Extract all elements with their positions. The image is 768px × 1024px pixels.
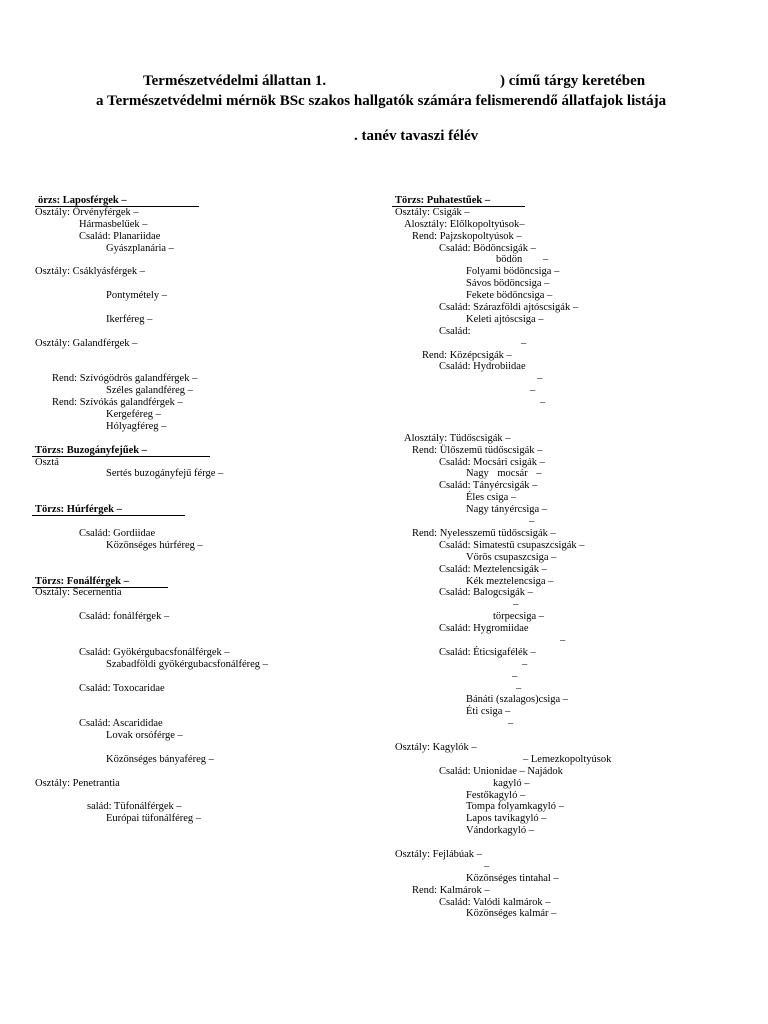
list-item-text: Sávos bödöncsiga –	[466, 278, 550, 290]
list-item-text: Osztály: Csigák –	[395, 206, 470, 218]
list-item	[395, 611, 725, 623]
list-item-text: Keleti ajtóscsiga –	[466, 313, 544, 325]
list-item	[395, 873, 725, 885]
list-item-text: Rend: Középcsigák –	[422, 349, 512, 361]
blank-line	[35, 766, 365, 778]
blank-line	[35, 302, 365, 314]
list-item	[395, 552, 725, 564]
list-item-text: Vándorkagyló –	[466, 825, 534, 837]
list-item	[395, 576, 725, 588]
blank-line	[35, 552, 365, 564]
list-item	[35, 718, 365, 730]
list-item	[395, 231, 725, 243]
list-item-text: Közönséges tintahal –	[466, 872, 559, 884]
list-item-text: Család: Tányércsigák –	[439, 480, 538, 492]
list-item	[395, 207, 725, 219]
list-item	[395, 564, 725, 576]
list-item-text: –	[537, 373, 543, 385]
list-item	[35, 421, 365, 433]
list-item-text: Osztá	[35, 456, 59, 468]
list-item-text: Család: Gyökérgubacsfonálférgek –	[79, 646, 230, 658]
title-line-1-left: Természetvédelmi állattan 1.	[143, 73, 327, 89]
section-heading-text: Törzs: Húrférgek –	[35, 504, 122, 516]
blank-line	[35, 599, 365, 611]
blank-line	[35, 492, 365, 504]
list-item-text: Család: fonálférgek –	[79, 611, 170, 623]
list-item	[395, 219, 725, 231]
list-item	[395, 694, 725, 706]
blank-line	[35, 671, 365, 683]
list-item	[395, 480, 725, 492]
list-item	[395, 683, 725, 695]
title-line-1-right: ) című tárgy keretében	[500, 73, 646, 89]
list-item-text: –	[530, 385, 536, 397]
list-item	[395, 445, 725, 457]
list-item	[395, 897, 725, 909]
list-item	[395, 290, 725, 302]
list-item-text: Festőkagyló –	[466, 789, 526, 801]
list-item-text: Család: Éticsigafélék –	[439, 646, 536, 658]
blank-line	[35, 742, 365, 754]
list-item	[35, 243, 365, 255]
list-item	[35, 587, 365, 599]
blank-line	[395, 837, 725, 849]
list-item	[395, 314, 725, 326]
list-item-text: Osztály: Secernentia	[35, 587, 122, 599]
list-item-text: Vörös csupaszcsiga –	[466, 551, 557, 563]
right-column-species-list	[395, 195, 725, 920]
list-item	[395, 671, 725, 683]
list-item	[35, 647, 365, 659]
list-item	[395, 385, 725, 397]
list-item-text: Kék meztelencsiga –	[466, 575, 554, 587]
list-item	[35, 683, 365, 695]
blank-line	[35, 254, 365, 266]
blank-line	[35, 326, 365, 338]
section-heading	[35, 195, 365, 207]
blank-line	[35, 694, 365, 706]
list-item	[395, 849, 725, 861]
list-item	[395, 528, 725, 540]
list-item-text: bödön –	[496, 254, 549, 266]
list-item-text: Tompa folyamkagyló –	[466, 801, 564, 813]
list-item	[395, 457, 725, 469]
list-item	[395, 599, 725, 611]
list-item-text: Osztály: Penetrantia	[35, 777, 120, 789]
list-item-text: Család: Valódi kalmárok –	[439, 896, 551, 908]
list-item-text: Kergeféreg –	[106, 409, 161, 421]
list-item	[35, 314, 365, 326]
list-item-text: Család: Hydrobiidae	[439, 361, 526, 373]
list-item	[395, 540, 725, 552]
list-item	[395, 766, 725, 778]
list-item	[395, 373, 725, 385]
list-item	[35, 219, 365, 231]
list-item	[395, 492, 725, 504]
list-item-text: Hármasbelűek –	[79, 218, 148, 230]
list-item	[395, 647, 725, 659]
list-item-text: kagyló –	[493, 777, 530, 789]
section-heading-text: Törzs: Fonálférgek –	[35, 575, 129, 587]
section-heading	[395, 195, 725, 207]
list-item	[35, 528, 365, 540]
blank-line	[35, 350, 365, 362]
list-item	[395, 706, 725, 718]
list-item	[395, 350, 725, 362]
list-item-text: Család: Unionidae – Najádok	[439, 765, 563, 777]
list-item-text: Szabadföldi gyökérgubacsfonálféreg –	[106, 658, 268, 670]
section-heading-text: Törzs: Puhatestűek –	[395, 195, 491, 206]
list-item-text: Család: Bödöncsigák –	[439, 242, 536, 254]
list-item-text: Család: Simatestű csupaszcsigák –	[439, 539, 585, 551]
list-item	[395, 635, 725, 647]
list-item-text: Osztály: Csáklyásférgek –	[35, 266, 146, 278]
list-item	[395, 254, 725, 266]
list-item	[35, 540, 365, 552]
list-item-text: Fekete bödöncsiga –	[466, 290, 553, 302]
left-column-species-list	[35, 195, 365, 825]
blank-line	[35, 564, 365, 576]
list-item	[35, 813, 365, 825]
list-item	[395, 801, 725, 813]
list-item	[395, 790, 725, 802]
list-item	[395, 623, 725, 635]
list-item-text: Család: Planariidae	[79, 230, 161, 242]
list-item-text: Rend: Pajzskopoltyúsok –	[412, 230, 522, 242]
list-item	[395, 433, 725, 445]
list-item	[395, 778, 725, 790]
list-item-text: Osztály: Fejlábúak –	[395, 848, 482, 860]
list-item-text: –	[529, 516, 535, 528]
list-item-text: Osztály: Kagylók –	[395, 741, 477, 753]
list-item-text: Család: Meztelencsigák –	[439, 563, 547, 575]
list-item-text: Lovak orsóférge –	[106, 730, 183, 742]
list-item	[35, 611, 365, 623]
list-item	[35, 754, 365, 766]
list-item	[395, 742, 725, 754]
list-item-text: Család:	[439, 325, 471, 337]
list-item	[35, 207, 365, 219]
list-item	[395, 361, 725, 373]
blank-line	[395, 421, 725, 433]
list-item	[395, 326, 725, 338]
list-item-text: –	[560, 634, 566, 646]
list-item-text: Ikerféreg –	[106, 313, 153, 325]
list-item-text: Éles csiga –	[466, 492, 517, 504]
section-heading	[35, 504, 365, 516]
title-line-2: a Természetvédelmi mérnök BSc szakos hallgatók számára felismerendő állatfajok listája	[96, 93, 667, 109]
list-item-text: Közönséges bányaféreg –	[106, 753, 214, 765]
blank-line	[35, 635, 365, 647]
list-item-text: –	[522, 658, 528, 670]
list-item	[395, 659, 725, 671]
list-item-text: Éti csiga –	[466, 706, 511, 718]
list-item-text: Európai tüfonálféreg –	[106, 813, 202, 825]
list-item-text: –	[540, 397, 546, 409]
list-item	[395, 885, 725, 897]
list-item-text: Sertés buzogányfejű férge –	[106, 468, 224, 480]
section-heading-text: Törzs: Buzogányfejűek –	[35, 444, 147, 456]
list-item-text: Osztály: Galandférgek –	[35, 337, 138, 349]
list-item	[35, 338, 365, 350]
blank-line	[35, 623, 365, 635]
list-item-text: –	[521, 337, 527, 349]
list-item-text: Család: Mocsári csigák –	[439, 456, 545, 468]
blank-line	[35, 480, 365, 492]
semester-line: . tanév tavaszi félév	[354, 128, 479, 144]
list-item-text: Család: Balogcsigák –	[439, 587, 533, 599]
list-item-text: –	[512, 670, 518, 682]
list-item	[395, 861, 725, 873]
list-item	[35, 659, 365, 671]
section-heading-text: örzs: Laposférgek –	[38, 195, 127, 206]
list-item	[395, 587, 725, 599]
list-item	[395, 908, 725, 920]
list-item	[395, 468, 725, 480]
list-item-text: Osztály: Örvényférgek –	[35, 206, 139, 218]
list-item	[395, 243, 725, 255]
list-item	[395, 302, 725, 314]
list-item-text: – Lemezkopoltyúsok	[523, 753, 612, 765]
blank-line	[35, 790, 365, 802]
list-item	[35, 801, 365, 813]
list-item-text: Rend: Ülőszemű tüdőscsigák –	[412, 444, 543, 456]
list-item	[395, 718, 725, 730]
list-item-text: –	[484, 860, 490, 872]
blank-line	[35, 433, 365, 445]
list-item-text: Hólyagféreg –	[106, 420, 167, 432]
section-heading	[35, 576, 365, 588]
blank-line	[35, 278, 365, 290]
list-item	[395, 813, 725, 825]
list-item	[35, 290, 365, 302]
list-item-text: törpecsiga –	[493, 611, 545, 623]
list-item-text: salád: Tüfonálférgek –	[87, 801, 182, 813]
list-item	[395, 754, 725, 766]
list-item	[395, 266, 725, 278]
list-item-text: Pontymétely –	[106, 290, 167, 302]
list-item-text: Rend: Szívógödrös galandférgek –	[52, 373, 198, 385]
list-item-text: Folyami bödöncsiga –	[466, 266, 560, 278]
list-item	[35, 730, 365, 742]
list-item	[395, 504, 725, 516]
list-item-text: Rend: Kalmárok –	[412, 884, 490, 896]
list-item	[395, 338, 725, 350]
list-item-text: Lapos tavikagyló –	[466, 813, 547, 825]
blank-line	[35, 706, 365, 718]
list-item	[395, 516, 725, 528]
list-item	[35, 373, 365, 385]
blank-line	[395, 730, 725, 742]
list-item-text: Széles galandféreg –	[106, 385, 193, 397]
list-item	[35, 231, 365, 243]
list-item-text: Család: Hygromiidae	[439, 623, 529, 635]
list-item-text: Család: Gordiidae	[79, 527, 156, 539]
list-item	[395, 825, 725, 837]
section-heading	[35, 445, 365, 457]
list-item	[35, 778, 365, 790]
blank-line	[35, 516, 365, 528]
list-item-text: Alosztály: Előlkopoltyúsok–	[404, 218, 525, 230]
blank-line	[395, 409, 725, 421]
list-item-text: Rend: Szívókás galandférgek –	[52, 397, 183, 409]
list-item-text: –	[513, 599, 519, 611]
list-item	[35, 409, 365, 421]
list-item	[395, 397, 725, 409]
list-item-text: Bánáti (szalagos)csiga –	[466, 694, 569, 706]
list-item-text: Gyászplanária –	[106, 242, 174, 254]
list-item	[35, 457, 365, 469]
list-item-text: Közönséges húrféreg –	[106, 539, 203, 551]
list-item	[395, 278, 725, 290]
list-item	[35, 397, 365, 409]
list-item-text: Alosztály: Tüdőscsigák –	[404, 432, 511, 444]
list-item-text: Család: Ascarididae	[79, 718, 163, 730]
list-item	[35, 385, 365, 397]
list-item-text: Nagy tányércsiga –	[466, 504, 548, 516]
list-item-text: Rend: Nyelesszemű tüdőscsigák –	[412, 527, 556, 539]
list-item	[35, 266, 365, 278]
list-item-text: Család: Toxocaridae	[79, 682, 165, 694]
list-item-text: –	[516, 682, 522, 694]
list-item-text: Nagy mocsár –	[466, 468, 542, 480]
list-item-text: Család: Szárazföldi ajtóscsigák –	[439, 302, 579, 314]
list-item-text: –	[508, 718, 514, 730]
list-item-text: Közönséges kalmár –	[466, 908, 557, 920]
list-item	[35, 468, 365, 480]
blank-line	[35, 361, 365, 373]
